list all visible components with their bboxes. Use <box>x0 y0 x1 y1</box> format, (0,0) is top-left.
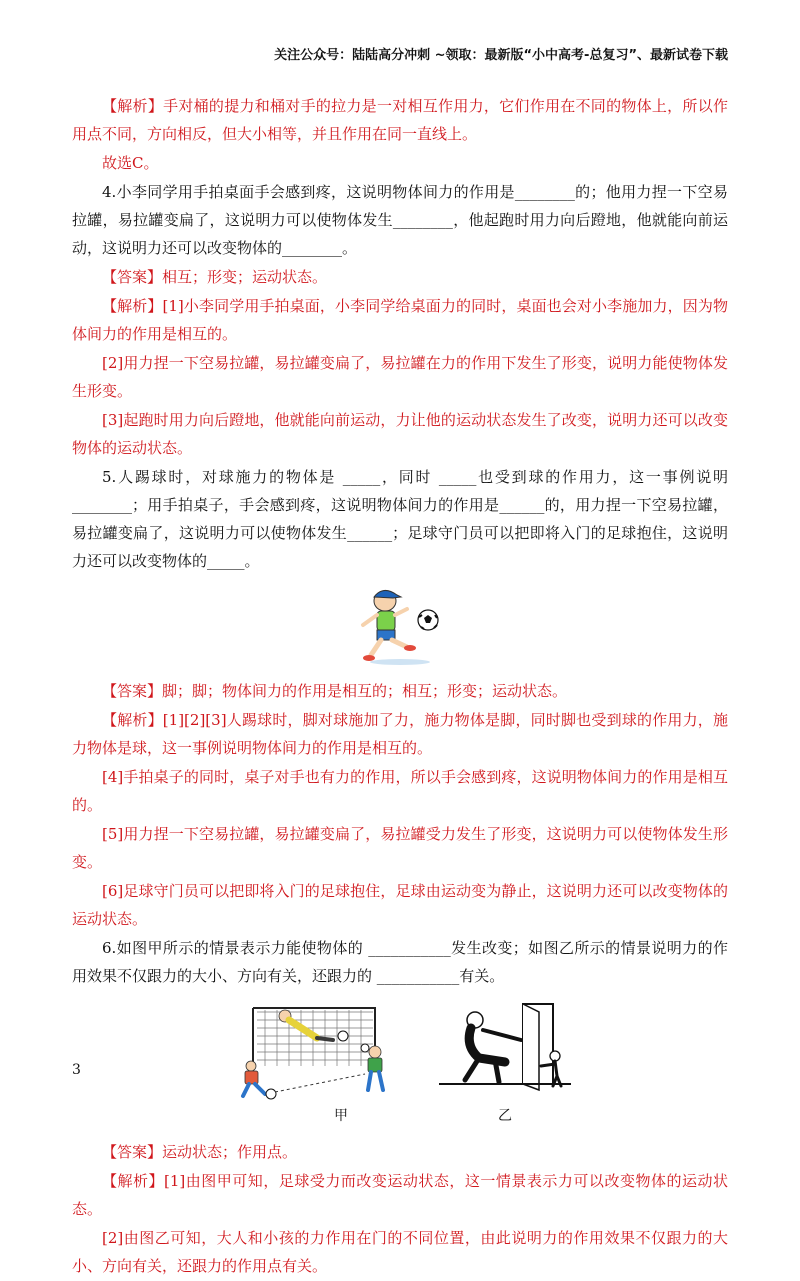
label-tag: 【解析】 <box>102 97 164 115</box>
blocks-paragraph <box>72 349 728 405</box>
blocks-paragraph <box>72 406 728 462</box>
figure-boy-kicking-ball <box>355 587 445 667</box>
paragraph-text: [6]足球守门员可以把即将入门的足球抱住，足球由运动变为静止，这说明力还可以改变物体的运动状态。 <box>72 882 728 928</box>
label-tag: 【答案】 <box>102 682 163 700</box>
blocks2-paragraph <box>72 706 728 762</box>
paragraph-text: [1]小李同学用手拍桌面，小李同学给桌面力的同时，桌面也会对小李施加力，因为物体间力的作用是相互的。 <box>72 297 728 343</box>
paragraph-text: [3]起跑时用力向后蹬地，他就能向前运动，力让他的运动状态发生了改变，说明力还可以改变物体的运动状态。 <box>72 411 728 457</box>
blocks3-paragraph <box>72 1167 728 1223</box>
figure-q6 <box>72 1000 728 1100</box>
page-content <box>72 92 728 1281</box>
blocks-paragraph <box>72 292 728 348</box>
paragraph-text: 相互；形变；运动状态。 <box>162 268 328 286</box>
page-number: 3 <box>72 1062 81 1078</box>
label-tag: 【解析】 <box>102 1172 165 1190</box>
paragraph-text: 手对桶的提力和桶对手的拉力是一对相互作用力，它们作用在不同的物体上，所以作用点不同，方向相反，但大小相等，并且作用在同一直线上。 <box>72 97 728 143</box>
section-q4-q5 <box>72 92 728 575</box>
paragraph-text: 5.人踢球时，对球施力的物体是 _____，同时 _____也受到球的作用力，这一事例说明 ________；用手拍桌子，手会感到疼，这说明物体间力的作用是______的，用力捏一下空易拉罐，易拉罐变扁了，这说明力可以使物体发生______；足球守门员可以把即将入门的足球抱住，这说明力还可以改变物体的_____。 <box>72 468 728 570</box>
figure-captions <box>118 1102 728 1130</box>
caption-jia: 甲 <box>334 1108 348 1124</box>
blocks2-paragraph <box>72 763 728 819</box>
label-tag: 【答案】 <box>102 1143 163 1161</box>
blocks-paragraph <box>72 149 728 177</box>
blocks2-paragraph <box>72 820 728 876</box>
blocks-paragraph <box>72 263 728 291</box>
paragraph-text: 6.如图甲所示的情景表示力能使物体的 ___________发生改变；如图乙所示的情景说明力的作用效果不仅跟力的大小、方向有关，还跟力的 ___________有关。 <box>72 939 728 985</box>
paragraph-text: [5]用力捏一下空易拉罐，易拉罐变扁了，易拉罐受力发生了形变，这说明力可以使物体发生形变。 <box>72 825 728 871</box>
label-tag: 【解析】 <box>102 711 163 729</box>
paragraph-text: [1][2][3]人踢球时，脚对球施加了力，施力物体是脚，同时脚也受到球的作用力，施力物体是球，这一事例说明物体间力的作用是相互的。 <box>72 711 728 757</box>
paragraph-text: 脚；脚；物体间力的作用是相互的；相互；形变；运动状态。 <box>162 682 568 700</box>
figure-yi-door-push <box>435 1000 575 1100</box>
section-q5-answer-q6 <box>72 677 728 990</box>
paragraph-text: [2]用力捏一下空易拉罐，易拉罐变扁了，易拉罐在力的作用下发生了形变，说明力能使物体发生形变。 <box>72 354 728 400</box>
page-header: 关注公众号：陆陆高分冲刺 ~领取：最新版“小中高考-总复习”、最新试卷下载 <box>274 48 728 63</box>
figure-jia-soccer-goal <box>225 1000 405 1100</box>
blocks2-paragraph <box>72 677 728 705</box>
blocks-paragraph <box>72 92 728 148</box>
blocks-paragraph <box>72 178 728 262</box>
section-q6-answer <box>72 1138 728 1280</box>
blocks3-paragraph <box>72 1224 728 1280</box>
paragraph-text: [2]由图乙可知，大人和小孩的力作用在门的不同位置，由此说明力的作用效果不仅跟力的大小、方向有关，还跟力的作用点有关。 <box>72 1229 728 1275</box>
paragraph-text: [4]手拍桌子的同时，桌子对手也有力的作用，所以手会感到疼，这说明物体间力的作用是相互的。 <box>72 768 728 814</box>
paragraph-text: 故选C。 <box>102 154 159 172</box>
blocks2-paragraph <box>72 877 728 933</box>
paragraph-text: 4.小李同学用手拍桌面手会感到疼，这说明物体间力的作用是________的；他用力捏一下空易拉罐，易拉罐变扁了，这说明力可以使物体发生________，他起跑时用力向后蹬地，他就能向前运动，这说明力还可以改变物体的________。 <box>72 183 728 257</box>
label-tag: 【答案】 <box>102 268 163 286</box>
blocks2-paragraph <box>72 934 728 990</box>
label-tag: 【解析】 <box>102 297 163 315</box>
paragraph-text: 运动状态；作用点。 <box>162 1143 298 1161</box>
caption-yi: 乙 <box>498 1108 512 1124</box>
paragraph-text: [1]由图甲可知，足球受力而改变运动状态，这一情景表示力可以改变物体的运动状态。 <box>72 1172 728 1218</box>
blocks3-paragraph <box>72 1138 728 1166</box>
blocks-paragraph <box>72 463 728 575</box>
